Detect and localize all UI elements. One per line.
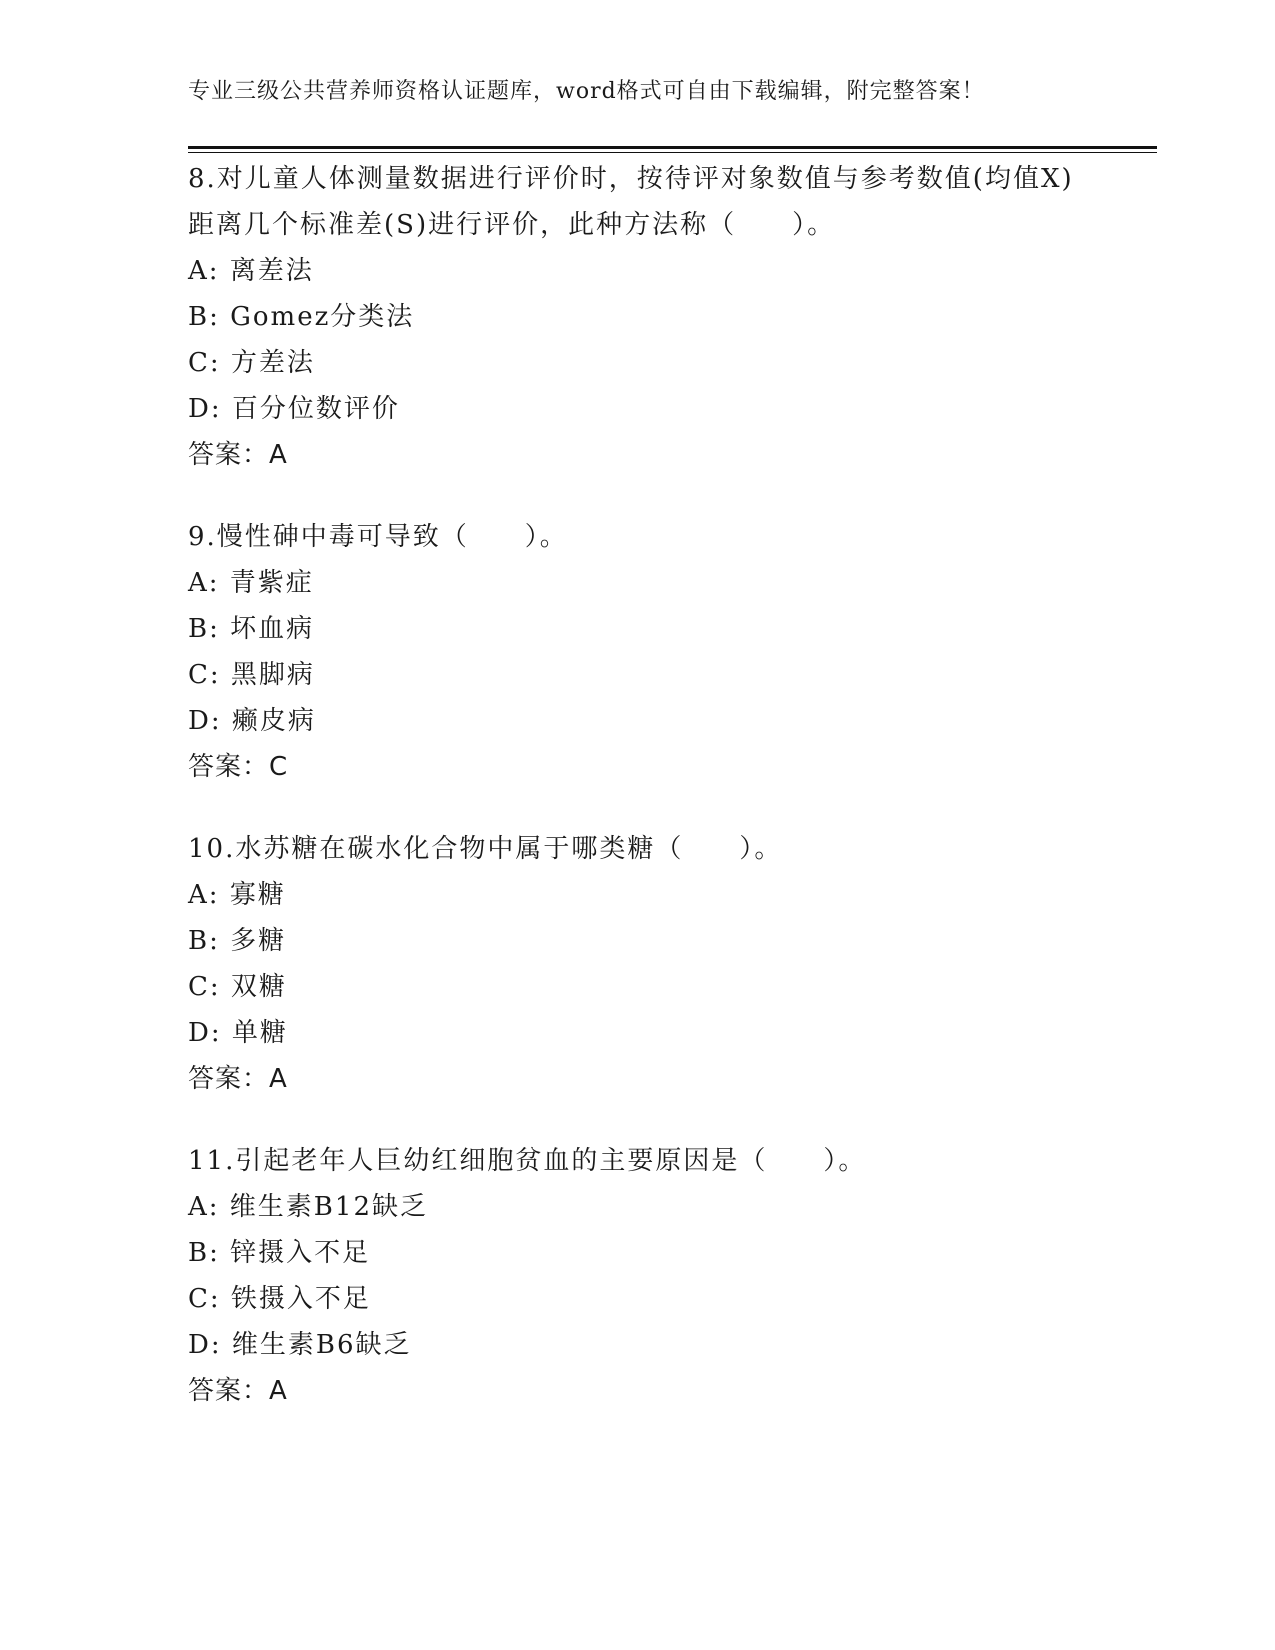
option-b: B: 多糖 (188, 926, 287, 956)
option-d: D: 单糖 (188, 1018, 288, 1048)
answer: 答案：A (188, 440, 288, 470)
question-list (188, 156, 1088, 1450)
question-11 (188, 1138, 1088, 1414)
header-rule-thick (188, 146, 1157, 149)
option-c: C: 方差法 (188, 348, 315, 378)
option-a: A: 寡糖 (188, 880, 286, 910)
answer: 答案：A (188, 1064, 288, 1094)
option-a: A: 离差法 (188, 256, 314, 286)
option-c: C: 黑脚病 (188, 660, 315, 690)
question-stem: 10.水苏糖在碳水化合物中属于哪类糖（ ）。 (188, 834, 783, 864)
option-b: B: 坏血病 (188, 614, 315, 644)
option-a: A: 青紫症 (188, 568, 314, 598)
page-header: 专业三级公共营养师资格认证题库，word格式可自由下载编辑，附完整答案！ (188, 79, 985, 104)
option-d: D: 百分位数评价 (188, 394, 400, 424)
option-b: B: Gomez分类法 (188, 302, 415, 332)
answer: 答案：A (188, 1376, 288, 1406)
question-9 (188, 514, 1088, 790)
question-stem: 9.慢性砷中毒可导致（ ）。 (188, 522, 568, 552)
answer: 答案：C (188, 752, 289, 782)
option-b: B: 锌摄入不足 (188, 1238, 371, 1268)
option-d: D: 癞皮病 (188, 706, 316, 736)
question-8 (188, 156, 1088, 478)
header-rule-thin (188, 152, 1157, 153)
option-c: C: 双糖 (188, 972, 287, 1002)
question-stem: 8.对儿童人体测量数据进行评价时，按待评对象数值与参考数值(均值X)距离几个标准差(S)进行评价，此种方法称（ ）。 (188, 164, 1074, 240)
question-10 (188, 826, 1088, 1102)
question-stem: 11.引起老年人巨幼红细胞贫血的主要原因是（ ）。 (188, 1146, 867, 1176)
option-d: D: 维生素B6缺乏 (188, 1330, 412, 1360)
option-a: A: 维生素B12缺乏 (188, 1192, 428, 1222)
option-c: C: 铁摄入不足 (188, 1284, 371, 1314)
